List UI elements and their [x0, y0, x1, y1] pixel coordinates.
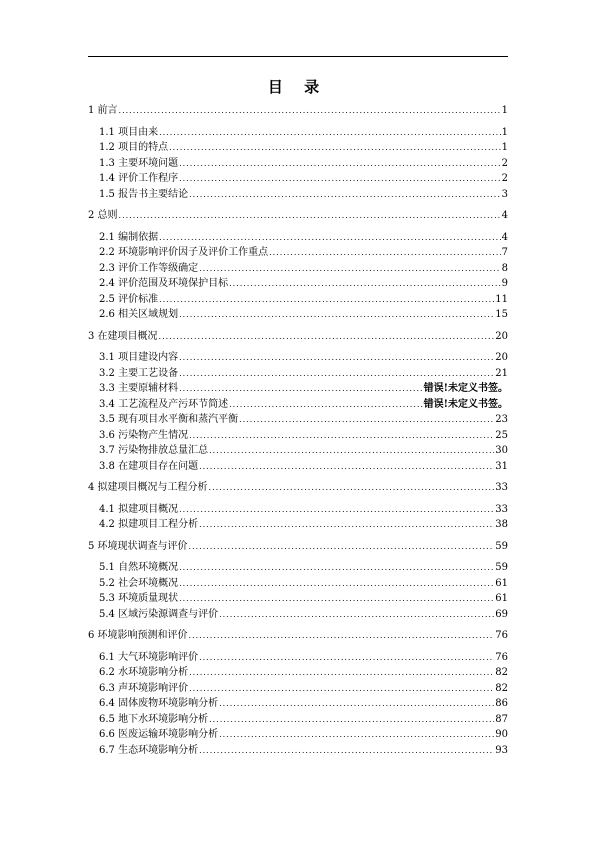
toc-leader-dots	[179, 576, 494, 592]
toc-leader-dots	[159, 292, 494, 308]
toc-entry-label: 6.4 固体废物环境影响分析	[99, 698, 219, 709]
toc-leader-dots	[179, 307, 494, 323]
toc-leader-dots	[159, 125, 501, 141]
toc-section-entry[interactable]	[88, 665, 508, 681]
toc-entry-label: 3.6 污染物产生情况	[99, 429, 189, 441]
toc-entry-page: 25	[495, 429, 508, 441]
toc-leader-dots	[179, 156, 501, 172]
toc-entry-page: 38	[495, 519, 508, 530]
toc-section-entry[interactable]	[88, 681, 508, 697]
toc-section-entry[interactable]	[88, 428, 508, 444]
toc-entry-page: 15	[495, 309, 508, 320]
toc-section-entry[interactable]	[88, 517, 508, 533]
toc-entry-label: 1.4 评价工作程序	[99, 173, 179, 184]
toc-entry-page: 31	[495, 460, 508, 472]
toc-entry-label: 4 拟建项目概况与工程分析	[88, 482, 208, 493]
toc-entry-page: 82	[495, 682, 508, 694]
toc-section-entry[interactable]	[88, 245, 508, 261]
toc-entry-page: 4	[501, 231, 508, 243]
toc-leader-dots	[199, 650, 494, 666]
toc-entry-page: 90	[495, 729, 508, 740]
toc-entry-label: 3.3 主要原辅材料	[99, 383, 179, 394]
toc-leader-dots	[189, 539, 495, 555]
toc-leader-dots	[219, 727, 494, 743]
toc-leader-dots	[179, 350, 494, 366]
toc-leader-dots	[269, 245, 501, 261]
toc-entry-error: 错误!未定义书签。	[423, 398, 508, 410]
toc-leader-dots	[189, 428, 494, 444]
toc-entry-page: 33	[495, 482, 508, 493]
toc-entry-page: 87	[495, 713, 508, 725]
toc-entry-page: 20	[495, 352, 508, 363]
page-title: 目 录	[267, 78, 328, 96]
toc-leader-dots	[179, 560, 494, 576]
toc-chapter-entry[interactable]	[88, 329, 508, 345]
toc-entry-page: 9	[501, 278, 508, 289]
toc-section-entry[interactable]	[88, 156, 508, 172]
toc-leader-dots	[119, 208, 501, 224]
toc-entry-label: 3.5 现有项目水平衡和蒸汽平衡	[99, 414, 239, 425]
toc-section-entry[interactable]	[88, 576, 508, 592]
toc-entry-page: 61	[495, 593, 508, 604]
toc-entry-page: 93	[495, 744, 508, 756]
toc-entry-label: 3.4 工艺流程及产污环节简述	[99, 398, 229, 410]
toc-leader-dots	[189, 628, 495, 644]
toc-entry-label: 5.4 区域污染源调查与评价	[99, 608, 219, 620]
toc-section-entry[interactable]	[88, 727, 508, 743]
toc-entry-label: 6.5 地下水环境影响分析	[99, 713, 209, 725]
toc-chapter-entry[interactable]	[88, 628, 508, 644]
toc-entry-page: 2	[501, 157, 508, 169]
toc-entry-page: 20	[495, 330, 508, 342]
toc-section-entry[interactable]	[88, 140, 508, 156]
toc-entry-page: 1	[501, 105, 508, 116]
toc-leader-dots	[199, 459, 494, 475]
toc-section-entry[interactable]	[88, 412, 508, 428]
toc-section-entry[interactable]	[88, 696, 508, 712]
toc-entry-label: 4.1 拟建项目概况	[99, 503, 179, 515]
toc-leader-dots	[239, 412, 494, 428]
toc-entry-page: 30	[495, 445, 508, 456]
toc-leader-dots	[189, 187, 501, 203]
toc-chapter-entry[interactable]	[88, 539, 508, 555]
toc-section-entry[interactable]	[88, 607, 508, 623]
toc-entry-label: 3.2 主要工艺设备	[99, 367, 179, 379]
toc-entry-label: 5.2 社会环境概况	[99, 577, 179, 589]
toc-section-entry[interactable]	[88, 230, 508, 246]
header-rule	[88, 56, 508, 57]
toc-entry-page: 1	[501, 126, 508, 138]
toc-entry-label: 1 前言	[88, 105, 118, 116]
toc-entry-label: 2.5 评价标准	[99, 293, 159, 305]
toc-entry-page: 11	[495, 293, 508, 305]
toc-entry-error: 错误!未定义书签。	[423, 383, 508, 394]
toc-entry-page: 59	[495, 540, 508, 552]
toc-entry-label: 6.6 医废运输环境影响分析	[99, 729, 219, 740]
toc-entry-label: 1.3 主要环境问题	[99, 157, 179, 169]
toc-entry-label: 1.2 项目的特点	[99, 142, 169, 153]
toc-entry-page: 76	[495, 651, 508, 663]
toc-section-entry[interactable]	[88, 276, 508, 292]
toc-entry-label: 3 在建项目概况	[88, 330, 158, 342]
toc-entry-label: 6.7 生态环境影响分析	[99, 744, 199, 756]
toc-section-entry[interactable]	[88, 712, 508, 728]
toc-entry-page: 82	[495, 667, 508, 678]
toc-entry-label: 2.1 编制依据	[99, 231, 159, 243]
toc-entry-page: 8	[501, 262, 508, 274]
toc-entry-page: 33	[495, 503, 508, 515]
toc-entry-label: 1.1 项目由来	[99, 126, 159, 138]
toc-leader-dots	[119, 103, 501, 119]
toc-leader-dots	[219, 607, 494, 623]
toc-entry-label: 1.5 报告书主要结论	[99, 188, 189, 200]
toc-entry-label: 2.3 评价工作等级确定	[99, 262, 199, 274]
toc-entry-label: 6.3 声环境影响评价	[99, 682, 189, 694]
toc-leader-dots	[199, 261, 501, 277]
toc-leader-dots	[159, 230, 501, 246]
toc-entry-label: 3.8 在建项目存在问题	[99, 460, 199, 472]
toc-section-entry[interactable]	[88, 560, 508, 576]
table-of-contents	[88, 103, 508, 758]
toc-leader-dots	[209, 480, 495, 496]
toc-entry-label: 5.3 环境质量现状	[99, 593, 179, 604]
toc-leader-dots	[229, 397, 423, 413]
toc-entry-page: 3	[501, 188, 508, 200]
toc-section-entry[interactable]	[88, 187, 508, 203]
toc-section-entry[interactable]	[88, 381, 508, 397]
toc-entry-page: 76	[495, 630, 508, 641]
toc-section-entry[interactable]	[88, 743, 508, 759]
toc-leader-dots	[179, 381, 423, 397]
toc-entry-page: 21	[495, 367, 508, 379]
toc-entry-page: 86	[495, 698, 508, 709]
toc-entry-label: 6.1 大气环境影响评价	[99, 651, 199, 663]
toc-leader-dots	[179, 502, 494, 518]
toc-chapter-entry[interactable]	[88, 103, 508, 119]
toc-entry-page: 2	[501, 173, 508, 184]
toc-leader-dots	[209, 443, 494, 459]
toc-section-entry[interactable]	[88, 591, 508, 607]
toc-entry-label: 4.2 拟建项目工程分析	[99, 519, 199, 530]
toc-leader-dots	[229, 276, 501, 292]
toc-entry-page: 61	[495, 577, 508, 589]
toc-leader-dots	[199, 517, 494, 533]
toc-leader-dots	[179, 171, 501, 187]
toc-leader-dots	[199, 743, 494, 759]
toc-leader-dots	[169, 140, 501, 156]
toc-entry-label: 2.6 相关区域规划	[99, 309, 179, 320]
toc-section-entry[interactable]	[88, 443, 508, 459]
toc-leader-dots	[189, 665, 494, 681]
toc-entry-page: 1	[501, 142, 508, 153]
toc-chapter-entry[interactable]	[88, 480, 508, 496]
toc-entry-label: 2.4 评价范围及环境保护目标	[99, 278, 229, 289]
toc-entry-label: 6 环境影响预测和评价	[88, 630, 188, 641]
toc-entry-label: 2.2 环境影响评价因子及评价工作重点	[99, 247, 269, 258]
toc-chapter-entry[interactable]	[88, 208, 508, 224]
toc-entry-label: 2 总则	[88, 210, 118, 221]
toc-entry-page: 59	[495, 562, 508, 573]
toc-entry-label: 5.1 自然环境概况	[99, 562, 179, 573]
toc-section-entry[interactable]	[88, 650, 508, 666]
toc-entry-page: 69	[495, 608, 508, 620]
toc-section-entry[interactable]	[88, 261, 508, 277]
toc-section-entry[interactable]	[88, 292, 508, 308]
toc-section-entry[interactable]	[88, 366, 508, 382]
toc-entry-label: 5 环境现状调查与评价	[88, 540, 188, 552]
toc-section-entry[interactable]	[88, 125, 508, 141]
toc-leader-dots	[209, 712, 494, 728]
toc-entry-label: 3.1 项目建设内容	[99, 352, 179, 363]
toc-section-entry[interactable]	[88, 171, 508, 187]
toc-section-entry[interactable]	[88, 459, 508, 475]
toc-section-entry[interactable]	[88, 350, 508, 366]
toc-section-entry[interactable]	[88, 397, 508, 413]
toc-entry-label: 6.2 水环境影响分析	[99, 667, 189, 678]
toc-section-entry[interactable]	[88, 502, 508, 518]
toc-section-entry[interactable]	[88, 307, 508, 323]
toc-entry-page: 23	[495, 414, 508, 425]
toc-leader-dots	[159, 329, 495, 345]
toc-leader-dots	[179, 591, 494, 607]
toc-entry-label: 3.7 污染物排放总量汇总	[99, 445, 209, 456]
toc-leader-dots	[179, 366, 494, 382]
toc-leader-dots	[189, 681, 494, 697]
toc-entry-page: 7	[501, 247, 508, 258]
toc-entry-page: 4	[501, 210, 508, 221]
toc-leader-dots	[219, 696, 494, 712]
